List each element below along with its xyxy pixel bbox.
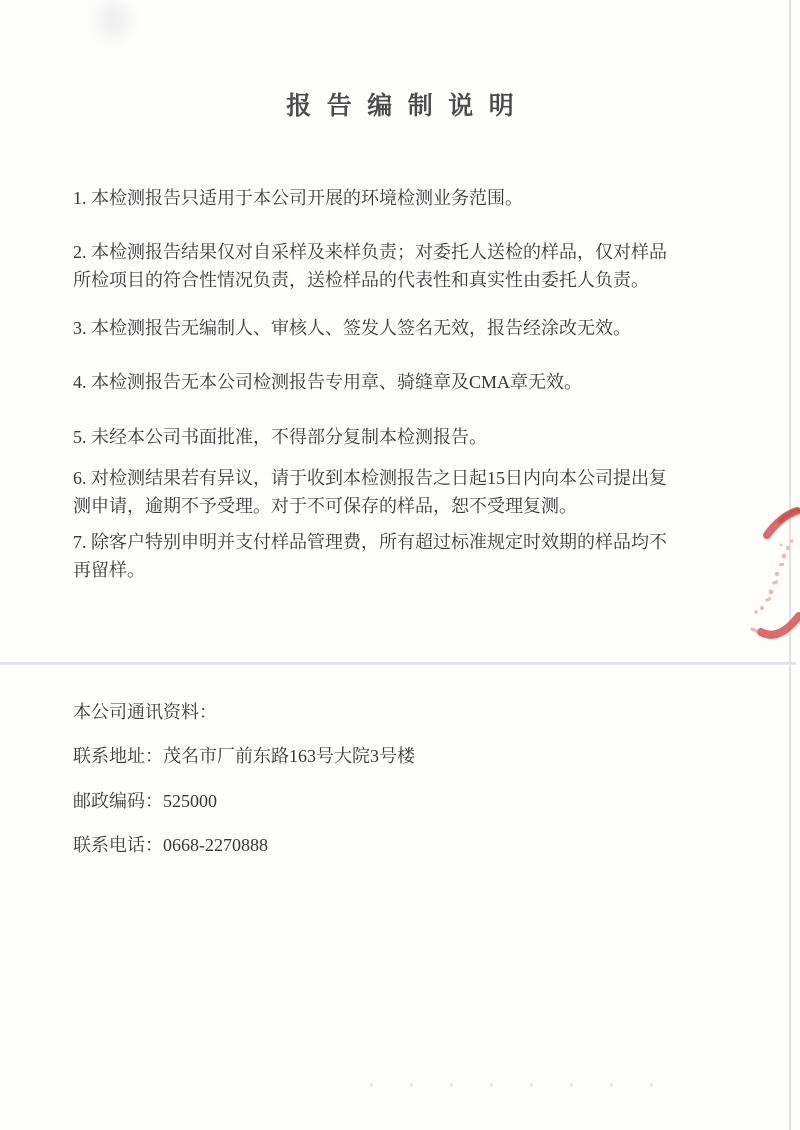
notice-line: 再留样。 xyxy=(73,560,145,580)
contact-postal-label: 邮政编码： xyxy=(73,791,163,811)
notice-item-2 xyxy=(73,238,753,294)
contact-heading: 本公司通讯资料： xyxy=(73,702,217,722)
notice-line: 1. 本检测报告只适用于本公司开展的环境检测业务范围。 xyxy=(73,188,523,208)
contact-address xyxy=(73,744,415,768)
notice-line: 6. 对检测结果若有异议，请于收到本检测报告之日起15日内向本公司提出复 xyxy=(73,468,667,488)
notice-line: 2. 本检测报告结果仅对自采样及来样负责；对委托人送检的样品，仅对样品 xyxy=(73,242,667,262)
red-seal-stamp xyxy=(736,498,800,662)
contact-postal xyxy=(73,789,217,813)
seal-faint-characters xyxy=(754,539,793,613)
notice-item-3 xyxy=(73,314,753,342)
notice-item-7 xyxy=(73,528,753,584)
notice-item-4 xyxy=(73,368,753,396)
scan-dots-artifact xyxy=(370,1083,660,1087)
seal-lower-arc-fade xyxy=(752,629,758,632)
contact-phone xyxy=(73,833,268,857)
scan-smudge xyxy=(96,0,130,40)
notice-line: 测申请，逾期不予受理。对于不可保存的样品，恕不受理复测。 xyxy=(73,496,577,516)
contact-postal-value: 525000 xyxy=(163,791,217,811)
page-title: 报告编制说明 xyxy=(286,93,530,120)
notice-line: 4. 本检测报告无本公司检测报告专用章、骑缝章及CMA章无效。 xyxy=(73,372,583,392)
notice-line: 7. 除客户特别申明并支付样品管理费，所有超过标准规定时效期的样品均不 xyxy=(73,532,667,552)
contact-address-label: 联系地址： xyxy=(73,746,163,766)
notice-item-5 xyxy=(73,423,753,451)
notice-item-6 xyxy=(73,464,753,520)
notice-item-1 xyxy=(73,184,753,212)
contact-phone-value: 0668-2270888 xyxy=(163,835,268,855)
notice-line: 3. 本检测报告无编制人、审核人、签发人签名无效，报告经涂改无效。 xyxy=(73,318,631,338)
contact-phone-label: 联系电话： xyxy=(73,835,163,855)
notice-line: 5. 未经本公司书面批准，不得部分复制本检测报告。 xyxy=(73,427,487,447)
seal-lower-arc xyxy=(761,616,799,635)
contact-address-value: 茂名市厂前东路163号大院3号楼 xyxy=(163,746,415,766)
notice-line: 所检项目的符合性情况负责，送检样品的代表性和真实性由委托人负责。 xyxy=(73,270,649,290)
section-divider xyxy=(0,662,796,665)
